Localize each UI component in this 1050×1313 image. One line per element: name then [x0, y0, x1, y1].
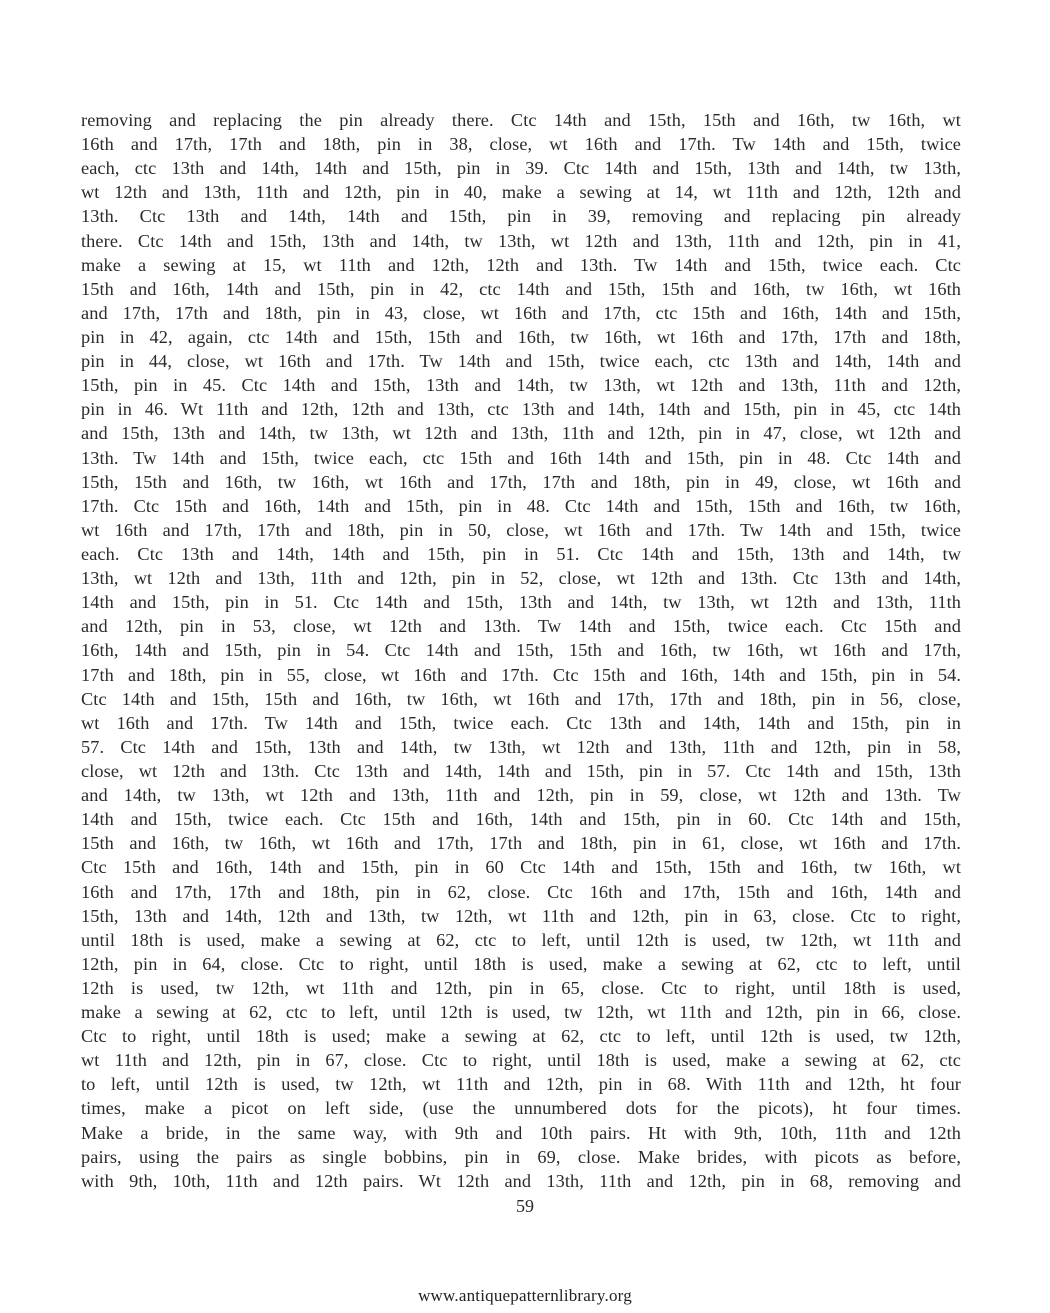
- text-line: 15th, 13th and 14th, 12th and 13th, tw 12th, wt 11th and 12th, pin in 63, close. Ctc to right,: [81, 905, 961, 926]
- text-line: 14th and 15th, pin in 51. Ctc 14th and 15th, 13th and 14th, tw 13th, wt 12th and 13th, 11th: [81, 592, 961, 613]
- text-line: 13th, wt 12th and 13th, 11th and 12th, pin in 52, close, wt 12th and 13th. Ctc 13th and 14th,: [81, 568, 961, 589]
- text-line: make a sewing at 62, ctc to left, until 12th is used, tw 12th, wt 11th and 12th, pin in 66, close.: [81, 1002, 961, 1023]
- text-line: pin in 44, close, wt 16th and 17th. Tw 14th and 15th, twice each, ctc 13th and 14th, 14th and: [81, 351, 961, 372]
- text-line: and 12th, pin in 53, close, wt 12th and 13th. Tw 14th and 15th, twice each. Ctc 15th and: [81, 616, 961, 637]
- text-line: make a sewing at 15, wt 11th and 12th, 12th and 13th. Tw 14th and 15th, twice each. Ctc: [81, 254, 961, 275]
- text-line: 15th and 16th, 14th and 15th, pin in 42, ctc 14th and 15th, 15th and 16th, tw 16th, wt 16th: [81, 278, 961, 299]
- text-line: wt 16th and 17th. Tw 14th and 15th, twice each. Ctc 13th and 14th, 14th and 15th, pin in: [81, 712, 961, 733]
- text-line: 12th is used, tw 12th, wt 11th and 12th, pin in 65, close. Ctc to right, until 18th is used,: [81, 977, 961, 998]
- text-line: 17th and 18th, pin in 55, close, wt 16th and 17th. Ctc 15th and 16th, 14th and 15th, pin in 54.: [81, 664, 961, 685]
- text-line: 13th. Tw 14th and 15th, twice each, ctc 15th and 16th 14th and 15th, pin in 48. Ctc 14th and: [81, 447, 961, 468]
- text-line: removing and replacing the pin already there. Ctc 14th and 15th, 15th and 16th, tw 16th, wt: [81, 110, 961, 130]
- text-line: pin in 46. Wt 11th and 12th, 12th and 13th, ctc 13th and 14th, 14th and 15th, pin in 45, ctc 14th: [81, 399, 961, 420]
- text-line: 16th and 17th, 17th and 18th, pin in 38, close, wt 16th and 17th. Tw 14th and 15th, twice: [81, 134, 961, 155]
- text-line: each. Ctc 13th and 14th, 14th and 15th, pin in 51. Ctc 14th and 15th, 13th and 14th, tw: [81, 543, 961, 564]
- text-line: and 14th, tw 13th, wt 12th and 13th, 11th and 12th, pin in 59, close, wt 12th and 13th. Tw: [81, 785, 961, 806]
- text-line: 17th. Ctc 15th and 16th, 14th and 15th, pin in 48. Ctc 14th and 15th, 15th and 16th, tw 16th,: [81, 495, 961, 516]
- text-line: there. Ctc 14th and 15th, 13th and 14th, tw 13th, wt 12th and 13th, 11th and 12th, pin in 41,: [81, 230, 961, 251]
- text-line: to left, until 12th is used, tw 12th, wt 11th and 12th, pin in 68. With 11th and 12th, ht four: [81, 1074, 961, 1095]
- text-line: wt 16th and 17th, 17th and 18th, pin in 50, close, wt 16th and 17th. Tw 14th and 15th, twice: [81, 519, 961, 540]
- footer-url: www.antiquepatternlibrary.org: [418, 1286, 632, 1305]
- text-line: 15th and 16th, tw 16th, wt 16th and 17th, 17th and 18th, pin in 61, close, wt 16th and 17th.: [81, 833, 961, 854]
- text-line: 57. Ctc 14th and 15th, 13th and 14th, tw 13th, wt 12th and 13th, 11th and 12th, pin in 58,: [81, 736, 961, 757]
- text-line: times, make a picot on left side, (use the unnumbered dots for the picots), ht four times.: [81, 1098, 961, 1119]
- text-line: 13th. Ctc 13th and 14th, 14th and 15th, pin in 39, removing and replacing pin already: [81, 206, 961, 227]
- body-text: [81, 108, 961, 1193]
- text-line: 16th and 17th, 17th and 18th, pin in 62, close. Ctc 16th and 17th, 15th and 16th, 14th and: [81, 881, 961, 902]
- text-line: 16th, 14th and 15th, pin in 54. Ctc 14th and 15th, 15th and 16th, tw 16th, wt 16th and 17th,: [81, 640, 961, 661]
- text-line: 12th, pin in 64, close. Ctc to right, until 18th is used, make a sewing at 62, ctc to left, until: [81, 953, 961, 974]
- text-line: 14th and 15th, twice each. Ctc 15th and 16th, 14th and 15th, pin in 60. Ctc 14th and 15th,: [81, 809, 961, 830]
- text-line: until 18th is used, make a sewing at 62, ctc to left, until 12th is used, tw 12th, wt 11th and: [81, 929, 961, 950]
- text-line: 15th, 15th and 16th, tw 16th, wt 16th and 17th, 17th and 18th, pin in 49, close, wt 16th and: [81, 471, 961, 492]
- text-line: and 17th, 17th and 18th, pin in 43, close, wt 16th and 17th, ctc 15th and 16th, 14th and 15th,: [81, 302, 961, 323]
- text-line: Make a bride, in the same way, with 9th and 10th pairs. Ht with 9th, 10th, 11th and 12th: [81, 1122, 961, 1143]
- text-line: wt 11th and 12th, pin in 67, close. Ctc to right, until 18th is used, make a sewing at 62, ctc: [81, 1050, 961, 1071]
- text-line: pin in 42, again, ctc 14th and 15th, 15th and 16th, tw 16th, wt 16th and 17th, 17th and 18th,: [81, 326, 961, 347]
- text-line: wt 12th and 13th, 11th and 12th, pin in 40, make a sewing at 14, wt 11th and 12th, 12th and: [81, 182, 961, 203]
- text-line: Ctc 15th and 16th, 14th and 15th, pin in 60 Ctc 14th and 15th, 15th and 16th, tw 16th, wt: [81, 857, 961, 878]
- page-number: 59: [516, 1196, 534, 1216]
- text-line: 15th, pin in 45. Ctc 14th and 15th, 13th and 14th, tw 13th, wt 12th and 13th, 11th and 12th,: [81, 375, 961, 396]
- text-line: and 15th, 13th and 14th, tw 13th, wt 12th and 13th, 11th and 12th, pin in 47, close, wt 12th and: [81, 423, 961, 444]
- text-line: each, ctc 13th and 14th, 14th and 15th, pin in 39. Ctc 14th and 15th, 13th and 14th, tw 13th,: [81, 158, 961, 179]
- text-line: with 9th, 10th, 11th and 12th pairs. Wt 12th and 13th, 11th and 12th, pin in 68, removing and: [81, 1170, 961, 1191]
- text-line: close, wt 12th and 13th. Ctc 13th and 14th, 14th and 15th, pin in 57. Ctc 14th and 15th, 13th: [81, 760, 961, 781]
- text-line: pairs, using the pairs as single bobbins, pin in 69, close. Make brides, with picots as before,: [81, 1146, 961, 1167]
- text-line: Ctc 14th and 15th, 15th and 16th, tw 16th, wt 16th and 17th, 17th and 18th, pin in 56, close,: [81, 688, 961, 709]
- text-line: Ctc to right, until 18th is used; make a sewing at 62, ctc to left, until 12th is used, tw 12th,: [81, 1026, 961, 1047]
